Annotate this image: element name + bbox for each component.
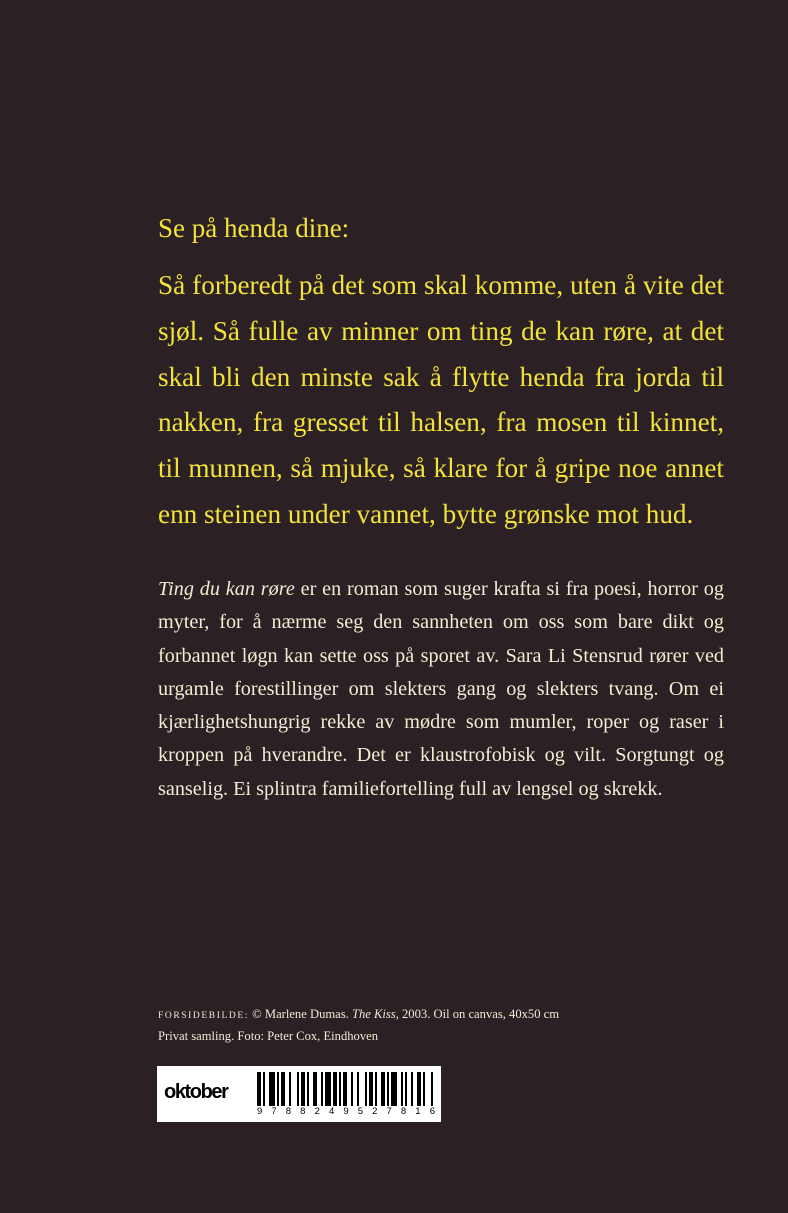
publisher-logo: oktober	[164, 1081, 228, 1103]
isbn-digit: 8	[285, 1106, 292, 1117]
credit-line-1	[158, 1004, 698, 1026]
isbn-digit: 7	[271, 1106, 277, 1117]
credit-line-2: Privat samling. Foto: Peter Cox, Eindhoven	[158, 1029, 379, 1043]
credit-label: FORSIDEBILDE:	[158, 1011, 249, 1021]
excerpt-text: Så forberedt på det som skal komme, uten å vite det sjøl. Så fulle av minner om ting de kan røre, at det skal bli den minste sak å flytte henda fra jorda til nakken, fra gresset til halsen, fra mosen til kinnet, til munnen, så mjuke, så klare for å gripe noe annet enn steinen under vannet, bytte grønske mot hud.	[158, 270, 724, 529]
isbn-digit: 9	[343, 1106, 349, 1117]
isbn-digit: 4	[328, 1106, 335, 1117]
barcode-icon	[257, 1072, 435, 1106]
blurb	[158, 573, 724, 806]
isbn-digit: 1	[415, 1106, 421, 1117]
excerpt-heading: Se på henda dine:	[158, 213, 350, 243]
isbn-digit: 8	[400, 1106, 407, 1117]
barcode-box	[157, 1066, 441, 1122]
credit-artwork-title: The Kiss	[351, 1007, 396, 1021]
book-title: Ting du kan røre	[158, 578, 295, 600]
isbn-digits	[257, 1106, 435, 1118]
isbn-digit: 5	[357, 1106, 364, 1117]
isbn-digit: 2	[314, 1106, 320, 1117]
cover-image-credit	[158, 1004, 698, 1046]
isbn-digit: 7	[386, 1106, 392, 1117]
isbn-digit: 8	[300, 1106, 306, 1117]
isbn-digit: 2	[372, 1106, 378, 1117]
credit-part-2: , 2003. Oil on canvas, 40x50 cm	[395, 1007, 560, 1021]
credit-part-1: © Marlene Dumas.	[249, 1007, 352, 1021]
isbn-digit: 6	[429, 1106, 435, 1117]
blurb-text: er en roman som suger krafta si fra poesi, horror og myter, for å nærme seg den sannheten om oss som bare dikt og forbannet løgn kan sette oss på sporet av. Sara Li Stensrud rører ved urgamle forestillinger om slekters gang og slekters tvang. Om ei kjærlighetshungrig rekke av mødre som mumler, roper og raser i kroppen på hverandre. Det er klaustrofobisk og vilt. Sorgtungt og sanselig. Ei splintra familiefortelling full av lengsel og skrekk.	[158, 578, 724, 800]
isbn-digit: 9	[257, 1106, 263, 1117]
